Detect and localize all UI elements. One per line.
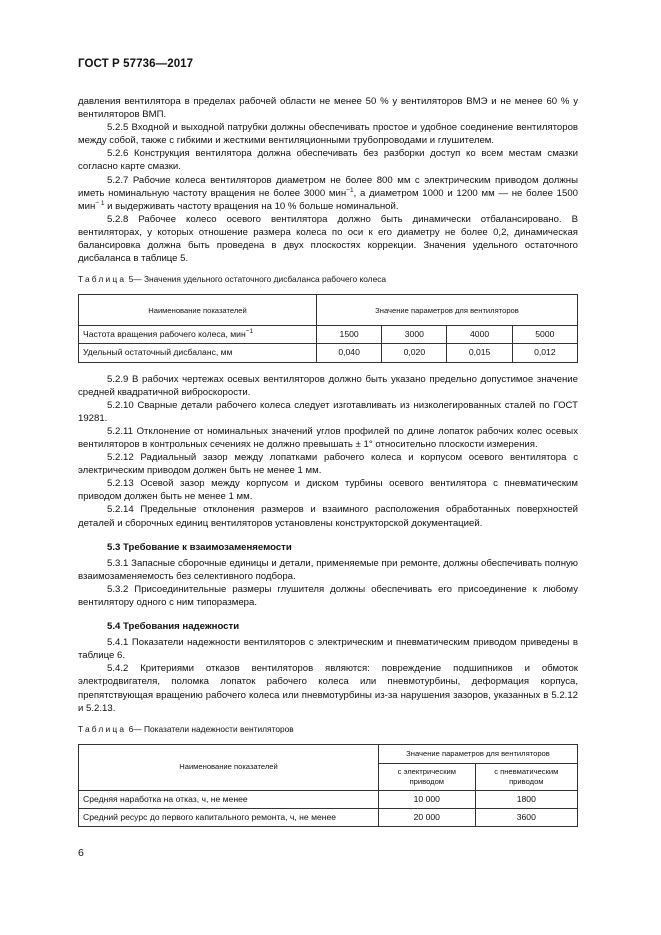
table-cell: 0,040 xyxy=(317,344,382,362)
paragraph-5-3-1: 5.3.1 Запасные сборочные единицы и детали, применяемые при ремонте, должны обеспечивать полную взаимозаменяемость без селективного подбора. xyxy=(78,557,578,582)
paragraph-5-3-2: 5.3.2 Присоединительные размеры глушителя должны обеспечивать его присоединение к любому вентилятору одного с ним типоразмера. xyxy=(78,583,578,608)
paragraph-5-4-2: 5.4.2 Критериями отказов вентиляторов являются: повреждение подшипников и обмоток электродвигателя, поломка лопаток рабочего колеса или пневмотурбины, деформация корпуса, препятствующая вращению рабочего колеса или пневмотурбины из-за нарушения зазоров, указанных в 5.2.12 и 5.2.13. xyxy=(78,663,578,714)
paragraph-5-2-10: 5.2.10 Сварные детали рабочего колеса следует изготавливать из низколегированных сталей по ГОСТ 19281. xyxy=(78,399,578,424)
table5-header-values: Значение параметров для вентиляторов xyxy=(317,295,578,326)
paragraph-5-2-7: 5.2.7 Рабочие колеса вентиляторов диаметром не более 800 мм с электрическим приводом должны иметь номинальную частоту вращения не более 3000 мин$^{-1}$, а диаметром 1000 и 1200 мм — не более 1500 мин$^{- 1}$ и выдерживать частоту вращения на 10 % больше номинальной. xyxy=(78,174,578,212)
table-row xyxy=(79,808,578,826)
document-header: ГОСТ Р 57736—2017 xyxy=(78,58,194,70)
table-cell: 0,015 xyxy=(447,344,512,362)
paragraph-5-4-1: 5.4.1 Показатели надежности вентиляторов с электрическим и пневматическим приводом приведены в таблице 6. xyxy=(78,637,578,662)
table-row xyxy=(79,326,578,344)
table-row xyxy=(79,790,578,808)
table-cell: 4000 xyxy=(447,326,512,344)
table6-header-electric: с электрическим приводом xyxy=(379,763,476,790)
table-6 xyxy=(78,744,578,827)
table6-row1-label: Средняя наработка на отказ, ч, не менее xyxy=(79,790,379,808)
paragraph-continuation: давления вентилятора в пределах рабочей области не менее 50 % у вентиляторов ВМЭ и не менее 60 % у вентиляторов ВМП. xyxy=(78,96,578,121)
table5-row1-label: Частота вращения рабочего колеса, мин$^{-1}$ xyxy=(79,326,317,344)
table6-caption: Таблица 6— Показатели надежности вентиляторов xyxy=(78,723,294,734)
table-5 xyxy=(78,294,578,362)
table-cell: 20 000 xyxy=(379,808,476,826)
table-cell: 0,020 xyxy=(382,344,447,362)
paragraph-5-2-12: 5.2.12 Радиальный зазор между лопатками рабочего колеса и корпусом осевого вентилятора с электрическим приводом должен быть не менее 1 мм. xyxy=(78,452,578,477)
paragraph-5-2-6: 5.2.6 Конструкция вентилятора должна обеспечивать без разборки доступ ко всем местам смазки согласно карте смазки. xyxy=(78,148,578,173)
table5-caption: Таблица 5— Значения удельного остаточного дисбаланса рабочего колеса xyxy=(78,274,387,285)
paragraph-5-2-13: 5.2.13 Осевой зазор между корпусом и диском турбины осевого вентилятора с пневматическим приводом должен быть не менее 1 мм. xyxy=(78,478,578,503)
table-cell: 1500 xyxy=(317,326,382,344)
table5-header-name: Наименование показателей xyxy=(79,295,317,326)
table-cell: 1800 xyxy=(475,790,577,808)
page-content xyxy=(78,95,578,827)
page-number: 6 xyxy=(78,847,84,859)
table-cell: 3600 xyxy=(475,808,577,826)
table-row xyxy=(79,344,578,362)
paragraph-5-2-14: 5.2.14 Предельные отклонения размеров и взаимного расположения обработанных поверхностей деталей и сборочных единиц вентиляторов установлены конструкторской документацией. xyxy=(78,504,578,529)
table6-header-group: Значение параметров для вентиляторов xyxy=(379,744,578,763)
table-cell: 5000 xyxy=(512,326,577,344)
paragraph-5-2-8: 5.2.8 Рабочее колесо осевого вентилятора должно быть динамически отбалансировано. В вентиляторах, у которых отношение размера колеса по оси к его диаметру не более 0,2, динамическая балансировка должна быть проведена в двух плоскостях коррекции. Значения удельного остаточного дисбаланса в таблице 5. xyxy=(78,213,578,265)
section-5-3-title: 5.3 Требование к взаимозаменяемости xyxy=(107,541,292,553)
table-cell: 3000 xyxy=(382,326,447,344)
table6-header-name: Наименование показателей xyxy=(79,744,379,790)
table5-row2-label: Удельный остаточный дисбаланс, мм xyxy=(79,344,317,362)
table6-row2-label: Средний ресурс до первого капитального ремонта, ч, не менее xyxy=(79,808,379,826)
paragraph-5-2-11: 5.2.11 Отклонение от номинальных значений углов профилей по длине лопаток рабочих колес осевых вентиляторов в контрольных сечениях не должно превышать ± 1° относительно плоскости измерения. xyxy=(78,425,578,450)
section-5-4-title: 5.4 Требования надежности xyxy=(107,621,240,633)
paragraph-5-2-5: 5.2.5 Входной и выходной патрубки должны обеспечивать простое и удобное соединение вентиляторов между собой, также с гибкими и жесткими вентиляционными трубопроводами и глушителем. xyxy=(78,122,578,147)
table-cell: 0,012 xyxy=(512,344,577,362)
paragraph-5-2-9: 5.2.9 В рабочих чертежах осевых вентиляторов должно быть указано предельно допустимое значение средней квадратичной виброскорости. xyxy=(78,373,578,398)
table6-header-pneumatic: с пневматическим приводом xyxy=(475,763,577,790)
table-cell: 10 000 xyxy=(379,790,476,808)
